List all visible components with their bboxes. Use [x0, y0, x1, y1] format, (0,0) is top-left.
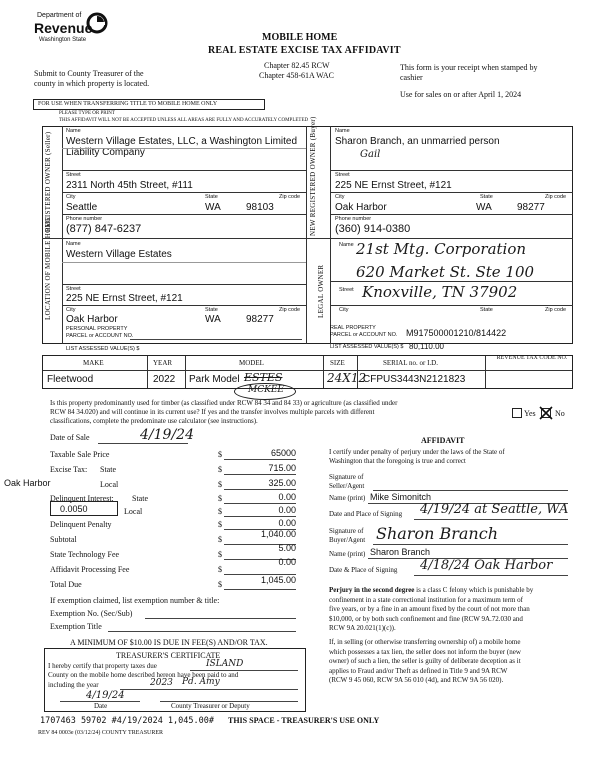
sig-line [414, 519, 568, 520]
delinq-int-state-value: 0.00 [278, 492, 296, 502]
treasurer-date-label: Date [94, 702, 108, 710]
sig-seller-label-1: Signature of [329, 473, 364, 481]
seller-street-label: Street [66, 172, 81, 178]
taxable-dollar: $ [218, 450, 222, 459]
buyer-state-label: State [480, 194, 493, 200]
treasurer-county-label: County Treasurer or Deputy [171, 702, 250, 710]
subtotal-value: 1,040.00 [260, 529, 296, 539]
delinq-pen-dollar: $ [218, 520, 222, 529]
check-x-icon [538, 405, 554, 421]
col-size: SIZE [330, 359, 345, 367]
amt-line [224, 589, 296, 590]
divider [62, 305, 306, 306]
tech-fee-label: State Technology Fee [50, 550, 120, 559]
treasurer-title: TREASURER'S CERTIFICATE [116, 651, 221, 660]
yes-label: Yes [524, 409, 536, 418]
affidavit-title: AFFIDAVIT [421, 436, 465, 445]
total-value: 1,045.00 [260, 575, 296, 585]
divider [42, 238, 573, 239]
buyer-zip-label: Zip code [545, 194, 567, 200]
divider [62, 262, 306, 263]
location-name: Western Village Estates [66, 249, 172, 260]
location-pp-label-1: PERSONAL PROPERTY [66, 326, 128, 332]
use-when-text: FOR USE WHEN TRANSFERRING TITLE TO MOBILE HOME ONLY [38, 101, 218, 107]
legal-name-hand: 21st Mtg. Corporation [356, 240, 527, 258]
minimum-note: A MINIMUM OF $10.00 IS DUE IN FEE(S) AND/OR TAX. [70, 638, 268, 647]
delinq-int-local-label: Local [124, 507, 143, 516]
receipt-2: cashier [400, 73, 423, 82]
divider [62, 284, 306, 285]
exempt-line [108, 631, 296, 632]
seller-city: Seattle [66, 202, 98, 213]
location-city: Oak Harbor [66, 314, 118, 325]
treasurer-line-1: I hereby certify that property taxes due [48, 662, 157, 670]
excise-label: Excise Tax: [50, 465, 88, 474]
legal-street-hand: 620 Market St. Ste 100 [356, 263, 535, 281]
lien-line-2: which possesses a tax lien, the seller does not inform the buyer (new [329, 647, 521, 656]
lien-text [329, 638, 521, 686]
submit-1: Submit to County Treasurer of the [34, 69, 144, 78]
amt-line [224, 489, 296, 490]
buyer-name-hand: Gail [360, 149, 381, 160]
logo-swirl-icon [86, 12, 108, 34]
perjury-line-1: is a class C felony which is punishable by [414, 586, 534, 594]
perjury-text [329, 586, 533, 634]
cell-size: 24X12 [327, 371, 367, 385]
delinq-int-state-label: State [132, 494, 148, 503]
seller-section-label: REGISTERED OWNER (Seller) [44, 131, 52, 232]
seller-state-label: State [205, 194, 218, 200]
chapter-1: Chapter 82.45 RCW [264, 61, 330, 70]
amt-line [224, 459, 296, 460]
timber-q1: Is this property predominantly used for timber (as classified under RCW 84 34 and 84 33) or agriculture (as classified under [50, 399, 398, 407]
treasurer-date-hand: 4/19/24 [86, 690, 125, 701]
buyer-date-place: 4/18/24 Oak Harbor [420, 558, 553, 573]
proc-fee-value: 0.00 [278, 557, 296, 567]
no-checkbox[interactable] [541, 408, 551, 418]
form-title-1: MOBILE HOME [262, 32, 338, 43]
taxable-label: Taxable Sale Price [50, 450, 110, 459]
timber-q2: RCW 84 34.020) and will continue in its current use? If yes and the transfer involves multiple parcels with different [50, 408, 375, 416]
receipt-1: This form is your receipt when stamped by [400, 63, 538, 72]
treasurer-line-3: including the year [48, 681, 99, 689]
seller-phone-label: Phone number [66, 216, 103, 222]
buyer-street: 225 NE Ernst Street, #121 [335, 180, 452, 191]
exempt-claim: If exemption claimed, list exemption number & title: [50, 596, 220, 605]
seller-name-2: Liability Company [66, 147, 145, 158]
legal-assessed-value: 80,110.00 [409, 342, 444, 351]
cell-model: Park Model [189, 374, 240, 385]
rate-box [50, 501, 118, 516]
subtotal-label: Subtotal [50, 535, 77, 544]
location-zip-label: Zip code [279, 307, 301, 313]
location-assessed-label: LIST ASSESSED VALUE(S) $ [66, 346, 140, 352]
col-divider [147, 356, 148, 388]
dor-logo [34, 10, 104, 50]
sig-line [373, 490, 568, 491]
buyer-city: Oak Harbor [335, 202, 387, 213]
date-of-sale: 4/19/24 [140, 427, 194, 443]
location-state-label: State [205, 307, 218, 313]
certify-2: Washington that the foregoing is true and correct [329, 457, 466, 465]
rev-number: REV 84 0003e (03/12/24) COUNTY TREASURER [38, 730, 164, 736]
use-when-box [33, 99, 265, 110]
sales-after: Use for sales on or after April 1, 2024 [400, 90, 522, 99]
seller-zip-label: Zip code [279, 194, 301, 200]
legal-name-label: Name [339, 242, 354, 248]
divider [62, 148, 306, 149]
buyer-signature: Sharon Branch [376, 524, 498, 543]
col-serial: SERIAL no. or I.D. [383, 359, 438, 367]
taxable-value: 65000 [270, 448, 296, 458]
col-divider [185, 356, 186, 388]
timber-q3: classifications, complete the predominate use calculator (see instructions). [50, 417, 258, 425]
divider [62, 170, 306, 171]
excise-local-value: 325.00 [268, 478, 296, 488]
seller-phone: (877) 847-6237 [66, 223, 142, 235]
sig-buyer-label-1: Signature of [329, 527, 364, 535]
local-place: Oak Harbor [4, 478, 51, 488]
rate-value: 0.0050 [60, 504, 88, 514]
excise-local-label: Local [100, 480, 119, 489]
excise-state-label: State [100, 465, 116, 474]
proc-fee-label: Affidavit Processing Fee [50, 565, 130, 574]
col-divider [323, 356, 324, 388]
not-accepted: THIS AFFIDAVIT WILL NOT BE ACCEPTED UNLESS ALL AREAS ARE FULLY AND ACCURATELY COMPLETED [59, 118, 309, 123]
buyer-print-label: Name (print) [329, 550, 366, 558]
chapter-2: Chapter 458-61A WAC [259, 71, 334, 80]
perjury-line-5: RCW 9A 20.021(1)(c)). [329, 624, 396, 633]
buyer-phone-label: Phone number [335, 216, 372, 222]
certify-1: I certify under penalty of perjury under the laws of the State of [329, 448, 505, 456]
delinq-int-local-dollar: $ [218, 507, 222, 516]
legal-assessed-label: LIST ASSESSED VALUE(S) $ [330, 344, 404, 350]
excise-state-dollar: $ [218, 465, 222, 474]
seller-zip: 98103 [246, 202, 274, 213]
location-zip: 98277 [246, 314, 274, 325]
legal-city-hand: Knoxville, TN 37902 [362, 283, 518, 301]
date-line [98, 443, 188, 444]
year-line [120, 689, 298, 690]
seller-print-label: Name (print) [329, 494, 366, 502]
buyer-state: WA [476, 202, 492, 213]
divider [62, 126, 63, 344]
exempt-line [145, 618, 296, 619]
pp-line [130, 339, 302, 340]
divider [62, 214, 306, 215]
cell-model-struck: ESTES [244, 371, 283, 384]
form-title-2: REAL ESTATE EXCISE TAX AFFIDAVIT [208, 45, 401, 56]
dept-small: Department of [37, 12, 82, 19]
divider [330, 305, 573, 306]
legal-section-label: LEGAL OWNER [317, 264, 325, 318]
legal-city-label: City [339, 307, 349, 313]
divider [330, 192, 573, 193]
seller-print-name: Mike Simonitch [370, 492, 432, 502]
legal-zip-label: Zip code [545, 307, 567, 313]
location-pp-label-2: PARCEL or ACCOUNT NO. [66, 333, 134, 339]
location-city-label: City [66, 307, 76, 313]
divider [306, 126, 307, 344]
buyer-print-name: Sharon Branch [370, 547, 431, 557]
seller-name-1: Western Village Estates, LLC, a Washington Limited [66, 136, 298, 147]
model-hand: MCKEE [248, 385, 284, 395]
perjury-bold: Perjury in the second degree [329, 586, 415, 594]
sig-buyer-label-2: Buyer/Agent [329, 536, 366, 544]
amt-line [224, 503, 296, 504]
lien-line-4: applies to Fraud and/or Theft as defined in Title 9 and 9A RCW [329, 666, 508, 675]
legal-street-label: Street [339, 287, 354, 293]
exempt-title-label: Exemption Title [50, 622, 102, 631]
exempt-no-label: Exemption No. (Sec/Sub) [50, 609, 133, 618]
treasurer-county-hand: ISLAND [206, 659, 244, 669]
legal-rp-label-2: PARCEL or ACCOUNT NO. [330, 332, 398, 338]
lien-line-3: owner) of such a lien, the seller is guilty of deliberate deception as it [329, 657, 521, 666]
seller-city-label: City [66, 194, 76, 200]
vehicle-table [42, 355, 573, 389]
owners-grid [42, 126, 573, 344]
excise-state-value: 715.00 [268, 463, 296, 473]
yes-checkbox[interactable] [512, 408, 522, 418]
cell-year: 2022 [153, 374, 176, 385]
divider [330, 214, 573, 215]
seller-state: WA [205, 202, 221, 213]
dept-big: Revenue [34, 20, 93, 36]
buyer-date-place-label: Date & Place of Signing [329, 566, 398, 574]
divider [62, 192, 306, 193]
legal-rp-value: M917500001210/814422 [406, 328, 507, 338]
col-tax-code: REVENUE TAX CODE NO. [496, 355, 568, 361]
treasurer-use-only: THIS SPACE - TREASURER'S USE ONLY [228, 716, 380, 725]
col-divider [485, 356, 486, 388]
divider [330, 281, 573, 282]
divider [330, 126, 331, 344]
please-type: PLEASE TYPE OR PRINT [59, 111, 115, 116]
col-make: MAKE [83, 359, 104, 367]
location-street-label: Street [66, 286, 81, 292]
sig-line [373, 544, 568, 545]
seller-name-label: Name [66, 128, 81, 134]
legal-rp-label-1: REAL PROPERTY [330, 325, 376, 331]
buyer-name: Sharon Branch, an unmarried person [335, 136, 500, 147]
location-street: 225 NE Ernst Street, #121 [66, 293, 183, 304]
buyer-city-label: City [335, 194, 345, 200]
buyer-section-label: NEW REGISTERED OWNER (Buyer) [309, 116, 317, 236]
location-section-label: LOCATION OF MOBILE HOME [44, 216, 52, 320]
proc-fee-dollar: $ [218, 565, 222, 574]
total-dollar: $ [218, 580, 222, 589]
subtotal-dollar: $ [218, 535, 222, 544]
row-divider [43, 370, 572, 371]
perjury-line-2: confinement in a state correctional institution for a maximum term of [329, 595, 523, 604]
seller-street: 2311 North 45th Street, #111 [66, 180, 193, 191]
lien-line-1: If, in selling (or otherwise transferring ownership of) a mobile home [329, 638, 521, 646]
delinq-int-label: Delinquent Interest: [50, 494, 114, 503]
location-state: WA [205, 314, 221, 325]
excise-local-dollar: $ [218, 480, 222, 489]
location-name-label: Name [66, 241, 81, 247]
dept-state: Washington State [39, 37, 87, 43]
divider [330, 170, 573, 171]
submit-2: county in which property is located. [34, 79, 150, 88]
cell-make: Fleetwood [47, 374, 94, 385]
buyer-zip: 98277 [517, 202, 545, 213]
perjury-line-4: $10,000, or by both such confinement and fine (RCW 9A.72.030 and [329, 614, 523, 623]
buyer-name-label: Name [335, 128, 350, 134]
total-label: Total Due [50, 580, 82, 589]
col-year: YEAR [153, 359, 173, 367]
tech-fee-dollar: $ [218, 550, 222, 559]
treasurer-year-hand: 2023 [150, 678, 173, 688]
no-label: No [555, 409, 565, 418]
delinq-int-state-dollar: $ [218, 494, 222, 503]
cashier-stamp: 1707463 59702 #4/19/2024 1,045.00# [40, 716, 214, 726]
amt-line [224, 516, 296, 517]
buyer-phone: (360) 914-0380 [335, 223, 411, 235]
seller-date-place-label: Date and Place of Signing [329, 510, 403, 518]
sig-seller-label-2: Seller/Agent [329, 482, 365, 490]
delinq-int-local-value: 0.00 [278, 505, 296, 515]
tech-fee-value: 5.00 [278, 543, 296, 553]
cell-serial: CFPUS3443N2121823 [363, 374, 466, 385]
delinq-pen-label: Delinquent Penalty [50, 520, 112, 529]
legal-state-label: State [480, 307, 493, 313]
delinq-pen-value: 0.00 [278, 518, 296, 528]
seller-date-place: 4/19/24 at Seattle, WA [420, 502, 569, 517]
lien-line-5: (RCW 9 45 060, RCW 9A 56 010 (4d), and RCW 9A 56 020). [329, 676, 504, 685]
perjury-line-3: five years, or by a fine in an amount fixed by the court of not more than [329, 605, 530, 614]
date-of-sale-label: Date of Sale [50, 433, 90, 442]
sig-line [414, 575, 568, 576]
treasurer-year-extra: Pd. Amy [182, 677, 220, 687]
amt-line [224, 474, 296, 475]
buyer-street-label: Street [335, 172, 350, 178]
col-model: MODEL [239, 359, 264, 367]
treasurer-line-2: County on the mobile home described hereon have been paid to and [48, 671, 239, 679]
